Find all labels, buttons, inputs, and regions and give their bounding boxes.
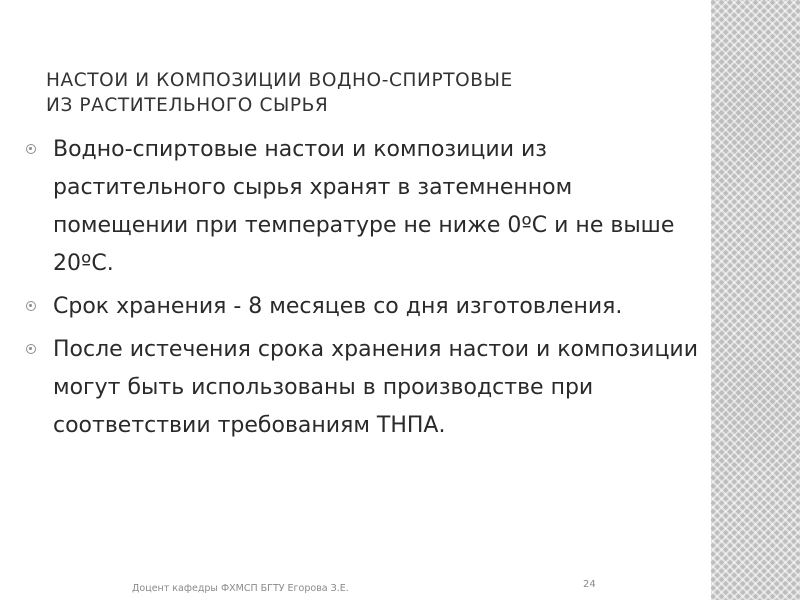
bullet-item-after-expiry	[26, 331, 701, 445]
bullet-list	[26, 131, 701, 450]
bullet-text: Водно-спиртовые настои и композиции из растительного сырья хранят в затемненном помещении при температуре не ниже 0ºС и не выше 20ºС.	[53, 137, 675, 276]
circle-bullet-icon	[26, 144, 36, 154]
footer-author: Доцент кафедры ФХМСП БГТУ Егорова З.Е.	[132, 583, 349, 594]
bullet-text: Срок хранения - 8 месяцев со дня изготовления.	[53, 294, 623, 319]
bullet-text: После истечения срока хранения настои и композиции могут быть использованы в производстве при соответствии требованиям ТНПА.	[53, 337, 699, 438]
slide-title-line-2: ИЗ РАСТИТЕЛЬНОГО СЫРЬЯ	[46, 95, 329, 116]
bullet-item-storage-period	[26, 288, 701, 326]
bullet-item-storage-conditions	[26, 131, 701, 283]
circle-bullet-icon	[26, 344, 36, 354]
decorative-side-panel	[711, 0, 800, 600]
page-number: 24	[583, 579, 596, 590]
slide-title	[46, 68, 696, 118]
slide-title-line-1: НАСТОИ И КОМПОЗИЦИИ ВОДНО-СПИРТОВЫЕ	[46, 70, 513, 91]
circle-bullet-icon	[26, 301, 36, 311]
